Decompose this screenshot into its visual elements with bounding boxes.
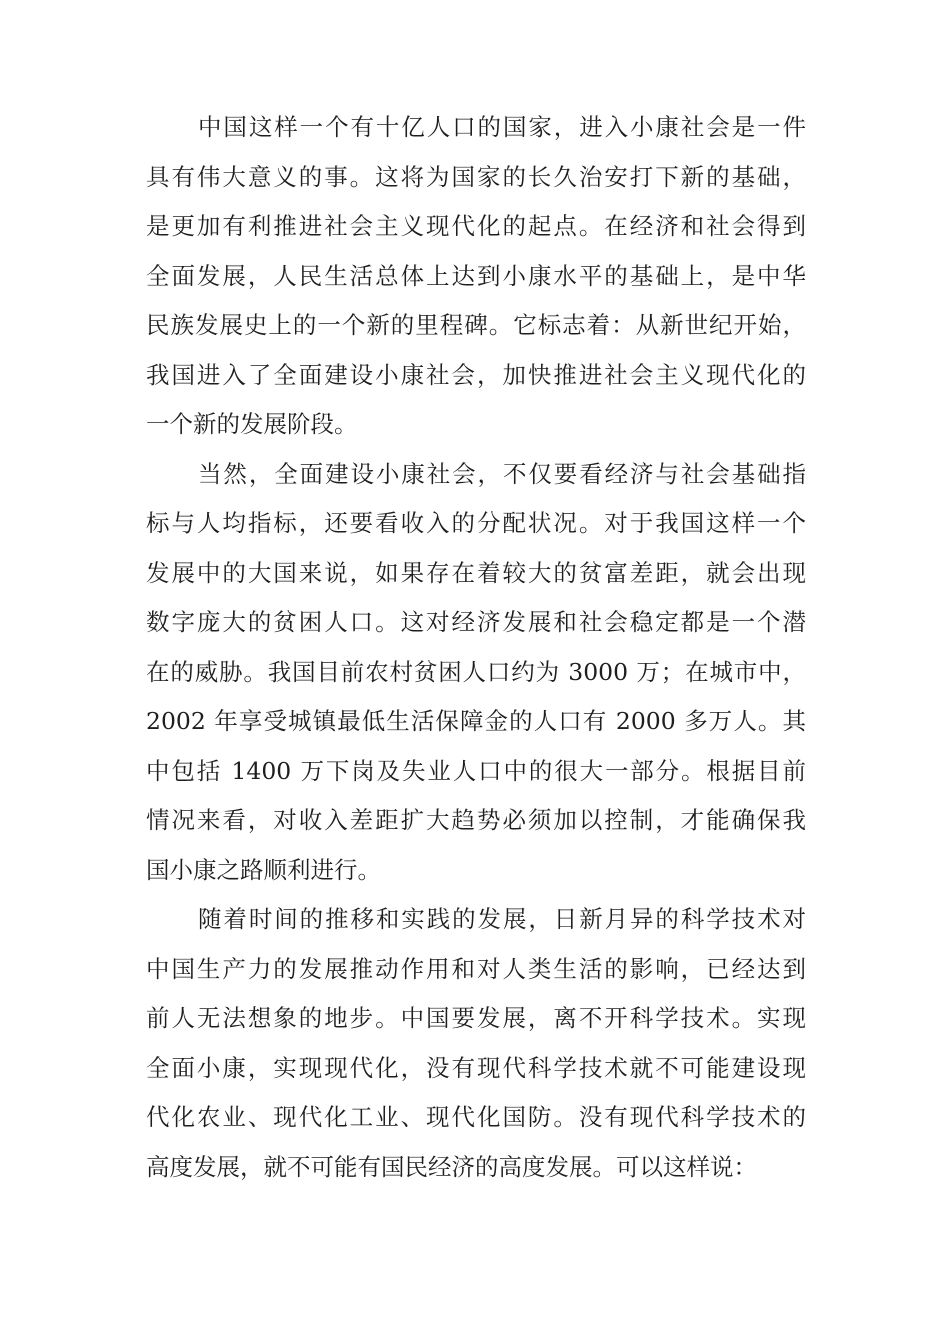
paragraph-line: 具有伟大意义的事。这将为国家的长久治安打下新的基础， <box>146 162 806 191</box>
paragraph-line: 全面小康，实现现代化，没有现代科学技术就不可能建设现 <box>146 1053 806 1082</box>
paragraph-line: 中国这样一个有十亿人口的国家，进入小康社会是一件 <box>198 113 806 141</box>
paragraph-line: 发展中的大国来说，如果存在着较大的贫富差距，就会出现 <box>146 558 806 587</box>
paragraph-line: 全面发展，人民生活总体上达到小康水平的基础上，是中华 <box>146 261 806 290</box>
paragraph-line: 一个新的发展阶段。 <box>146 410 358 438</box>
paragraph-line: 我国进入了全面建设小康社会，加快推进社会主义现代化的 <box>146 360 806 389</box>
paragraph-line: 民族发展史上的一个新的里程碑。它标志着：从新世纪开始， <box>146 311 806 339</box>
paragraph-line: 在的威胁。我国目前农村贫困人口约为 3000 万；在城市中， <box>146 657 806 686</box>
paragraph-line: 中包括 1400 万下岗及失业人口中的很大一部分。根据目前 <box>146 756 806 785</box>
paragraph-line: 是更加有利推进社会主义现代化的起点。在经济和社会得到 <box>146 212 806 240</box>
paragraph-1 <box>146 103 806 450</box>
paragraph-line: 数字庞大的贫困人口。这对经济发展和社会稳定都是一个潜 <box>146 608 806 636</box>
paragraph-line: 标与人均指标，还要看收入的分配状况。对于我国这样一个 <box>146 509 806 537</box>
paragraph-line: 中国生产力的发展推动作用和对人类生活的影响，已经达到 <box>146 954 806 983</box>
paragraph-line: 前人无法想象的地步。中国要发展，离不开科学技术。实现 <box>146 1004 806 1032</box>
paragraph-line: 高度发展，就不可能有国民经济的高度发展。可以这样说： <box>146 1152 757 1181</box>
paragraph-line: 情况来看，对收入差距扩大趋势必须加以控制，才能确保我 <box>146 806 806 834</box>
paragraph-line: 2002 年享受城镇最低生活保障金的人口有 2000 多万人。其 <box>146 707 806 735</box>
paragraph-3 <box>146 895 806 1192</box>
paragraph-2 <box>146 450 806 896</box>
paragraph-line: 随着时间的推移和实践的发展，日新月异的科学技术对 <box>198 905 806 933</box>
paragraph-line: 当然，全面建设小康社会，不仅要看经济与社会基础指 <box>198 459 806 488</box>
paragraph-line: 国小康之路顺利进行。 <box>146 855 381 884</box>
document-page <box>146 103 806 1192</box>
paragraph-line: 代化农业、现代化工业、现代化国防。没有现代科学技术的 <box>146 1103 806 1131</box>
